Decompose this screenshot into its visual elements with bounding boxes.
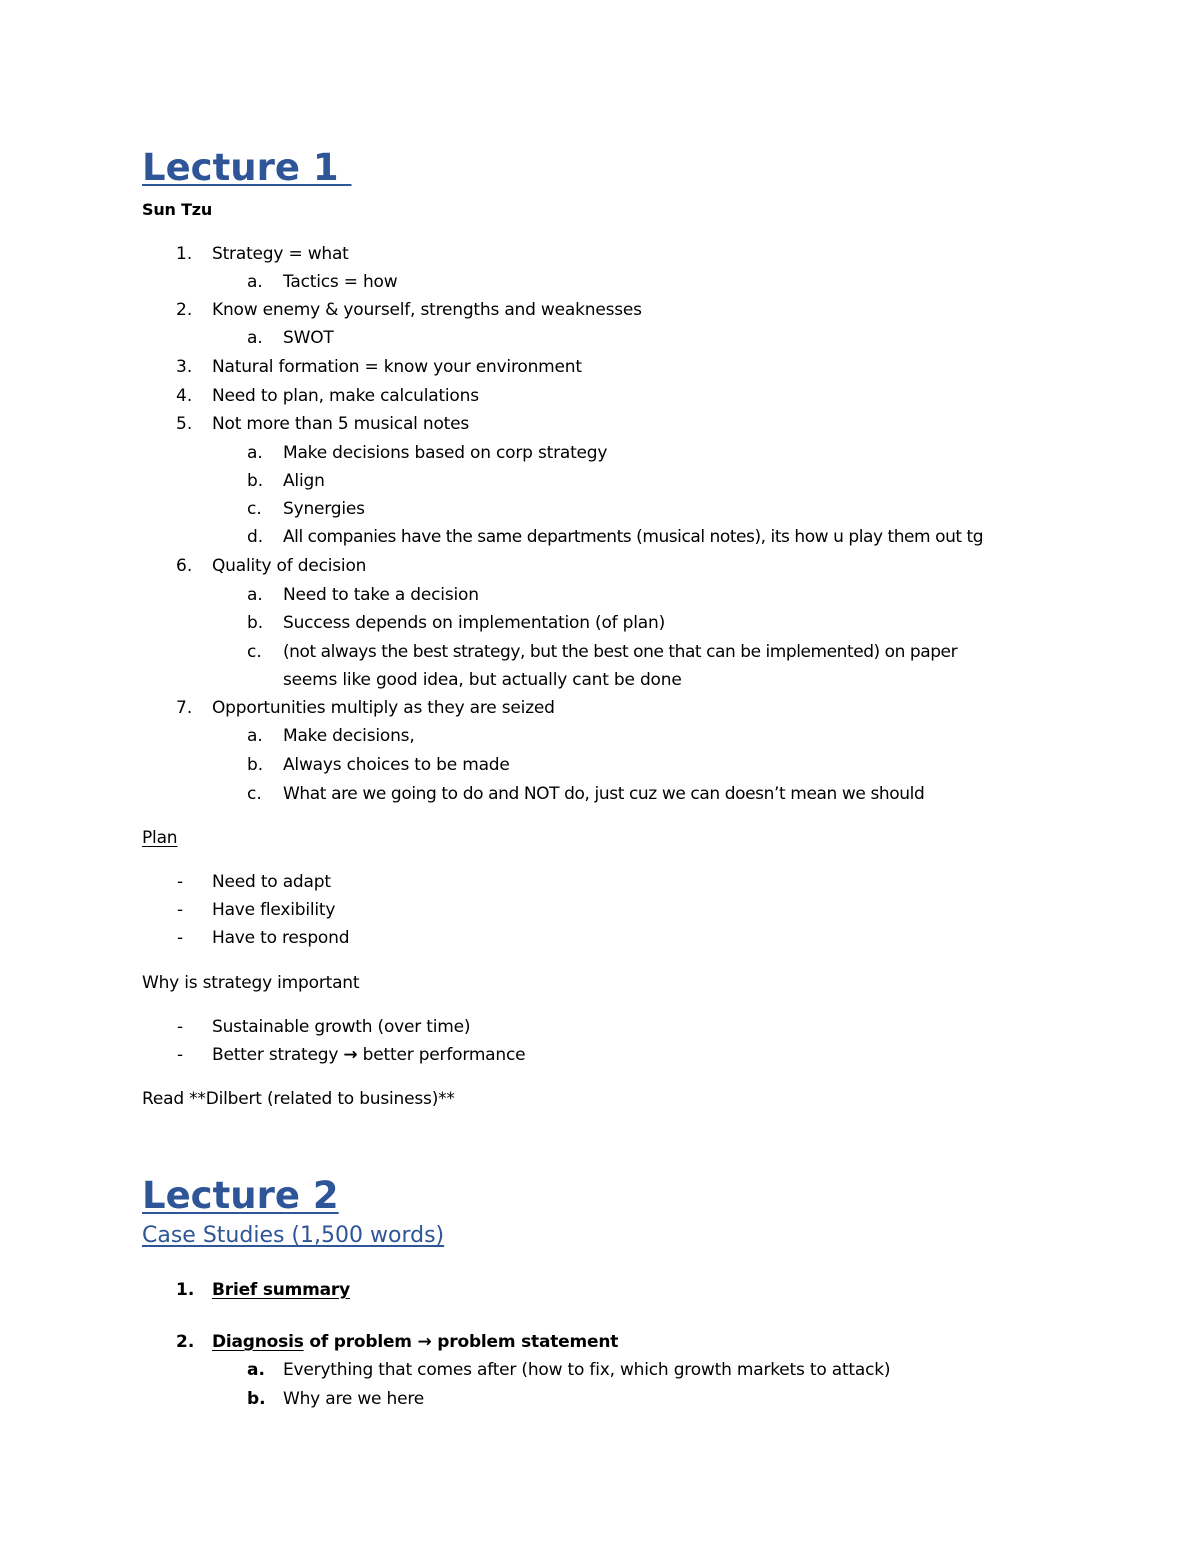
arrow-right-icon: → <box>417 1332 432 1352</box>
list-item: (not always the best strategy, but the best one that can be implemented) on paper <box>283 642 958 662</box>
list-item <box>212 1331 618 1353</box>
list-marker: b. <box>247 755 264 775</box>
list-marker: 3. <box>176 357 193 377</box>
list-item: Success depends on implementation (of plan) <box>283 613 666 633</box>
list-marker: 7. <box>176 698 193 718</box>
list-marker: a. <box>247 443 263 463</box>
list-item: Make decisions based on corp strategy <box>283 443 608 463</box>
dash-marker: - <box>177 1045 184 1065</box>
list-marker: b. <box>247 471 264 491</box>
item-text-after: problem statement <box>431 1332 619 1352</box>
list-item: Synergies <box>283 499 365 519</box>
list-item: Need to take a decision <box>283 585 479 605</box>
list-marker: c. <box>247 499 262 519</box>
read-note: Read **Dilbert (related to business)** <box>142 1089 455 1109</box>
dash-marker: - <box>177 1017 184 1037</box>
arrow-right-icon: → <box>343 1045 358 1065</box>
bullet-text-before: Better strategy <box>212 1045 344 1065</box>
list-marker: 2. <box>176 1332 195 1352</box>
list-item: Opportunities multiply as they are seized <box>212 698 555 718</box>
list-item-continuation: seems like good idea, but actually cant be done <box>283 670 682 690</box>
list-item: Know enemy & yourself, strengths and weaknesses <box>212 300 642 320</box>
list-marker: 5. <box>176 414 193 434</box>
list-item: What are we going to do and NOT do, just cuz we can doesn’t mean we should <box>283 784 925 804</box>
lecture-1-title: Lecture 1 <box>142 146 352 189</box>
list-marker: a. <box>247 726 263 746</box>
list-marker: a. <box>247 585 263 605</box>
bullet-item: Have flexibility <box>212 900 336 920</box>
list-marker: b. <box>247 613 264 633</box>
list-item: Strategy = what <box>212 244 349 264</box>
list-marker: 1. <box>176 1280 195 1300</box>
list-marker: b. <box>247 1389 266 1409</box>
why-label: Why is strategy important <box>142 973 360 993</box>
lecture-1-subtitle: Sun Tzu <box>142 200 213 219</box>
list-item: Not more than 5 musical notes <box>212 414 470 434</box>
list-marker: 1. <box>176 244 193 264</box>
list-item: Brief summary <box>212 1280 350 1300</box>
bullet-text-after: better performance <box>357 1045 526 1065</box>
dash-marker: - <box>177 872 184 892</box>
dash-marker: - <box>177 928 184 948</box>
bullet-item: Sustainable growth (over time) <box>212 1017 471 1037</box>
dash-marker: - <box>177 900 184 920</box>
list-marker: 4. <box>176 386 193 406</box>
list-item: Natural formation = know your environment <box>212 357 582 377</box>
list-marker: 2. <box>176 300 193 320</box>
list-item: Align <box>283 471 325 491</box>
item-text-before: of problem <box>303 1332 418 1352</box>
list-marker: a. <box>247 328 263 348</box>
list-item: Quality of decision <box>212 556 367 576</box>
bullet-item: Need to adapt <box>212 872 331 892</box>
bullet-item: Have to respond <box>212 928 350 948</box>
bullet-item <box>212 1044 525 1066</box>
list-marker: c. <box>247 642 262 662</box>
lecture-2-subtitle: Case Studies (1,500 words) <box>142 1223 445 1248</box>
list-marker: a. <box>247 272 263 292</box>
list-marker: c. <box>247 784 262 804</box>
list-item: Need to plan, make calculations <box>212 386 479 406</box>
list-item: Tactics = how <box>283 272 398 292</box>
list-marker: d. <box>247 527 264 547</box>
list-item: Always choices to be made <box>283 755 510 775</box>
diagnosis-text: Diagnosis <box>212 1332 304 1352</box>
list-marker: a. <box>247 1360 265 1380</box>
lecture-2-title: Lecture 2 <box>142 1174 339 1217</box>
list-item: Everything that comes after (how to fix, which growth markets to attack) <box>283 1360 891 1380</box>
list-item: Make decisions, <box>283 726 415 746</box>
plan-label: Plan <box>142 828 178 848</box>
list-marker: 6. <box>176 556 193 576</box>
list-item: SWOT <box>283 328 334 348</box>
list-item: Why are we here <box>283 1389 425 1409</box>
list-item: All companies have the same departments (musical notes), its how u play them out tg <box>283 527 984 547</box>
